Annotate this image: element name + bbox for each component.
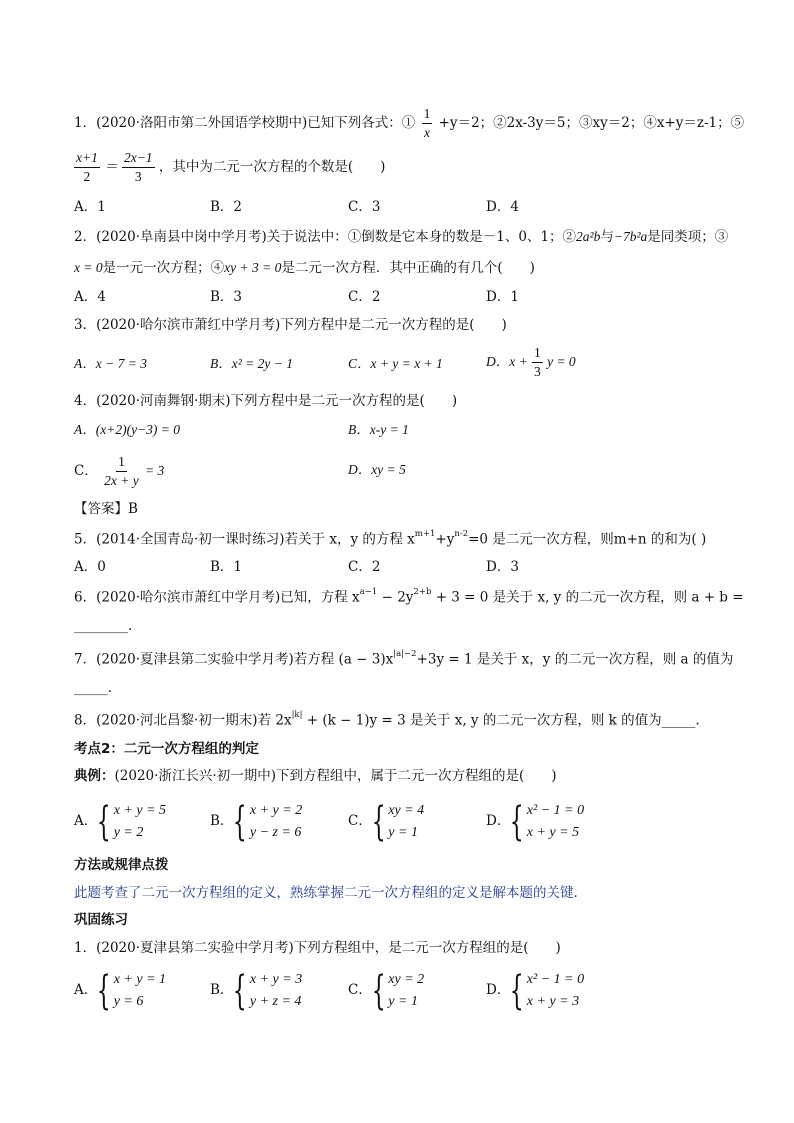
q1-stem-line2: $\frac{x+1}{2}$ ＝ $\frac{2x-1}{3}$ ，其中为二元一次方程的个数是( ) [76,150,386,185]
q1-stem-tail: +y＝2；②2x-3y＝5；③xy＝2；④x+y＝z-1；⑤ [438,115,745,132]
q1-fraction-1: $\frac{1}{x}$ [423,106,431,141]
q8-sup1: |k| [291,710,303,720]
practice-option-c-row2: y = 1 [388,994,418,1009]
q3-option-d-pre: D．x + [486,354,528,370]
q1-fraction-2a: $\frac{x+1}{2}$ [76,150,98,185]
q5-option-c[interactable]: C．2 [348,559,381,575]
q1-option-d[interactable]: D．4 [486,199,519,215]
example-option-c-row1: xy = 4 [388,803,425,818]
practice-option-d[interactable] [486,968,585,1014]
q2-line2-expr1: x = 0 [74,260,103,275]
q7-b: +3y = 1 是关于 x，y 的二元一次方程，则 a 的值为 [416,651,734,668]
q2-line2 [74,261,535,276]
q2-line2-a: 是一元一次方程；④ [102,260,225,276]
q4-answer: 【答案】B [74,501,138,517]
q5-stem-c: =0 是二元一次方程，则m+n 的和为( ) [468,531,707,548]
q2-line2-expr2: xy + 3 = 0 [224,260,282,275]
q7-sup1: |a|−2 [393,649,417,659]
practice-option-a[interactable] [74,968,167,1014]
practice-stem: 1．(2020·夏津县第二实验中学月考)下列方程组中，是二元一次方程组的是( ) [74,940,561,956]
practice-option-c-label: C． [348,982,372,999]
q5-stem [74,529,707,548]
q1-option-b[interactable]: B．2 [210,199,243,215]
practice-option-b-row1: x + y = 3 [249,972,303,987]
q4-option-a[interactable]: A．(x+2)(y−3) = 0 [74,422,181,437]
example-stem: (2020·浙江长兴·初一期中)下到方程组中，属于二元一次方程组的是( ) [114,768,557,784]
example-option-d[interactable] [486,799,585,845]
q2-expr2: −7b²a [613,229,648,244]
example-option-d-row1: x² − 1 = 0 [526,803,585,818]
brace-icon: { [371,799,386,845]
q2-line1-a: 2．(2020·阜南县中岗中学月考)关于说法中：①倒数是它本身的数是－1、0、1；② [74,229,577,245]
q5-option-d[interactable]: D．3 [486,559,519,575]
q4-option-c-fraction: $\frac{1}{2x + y}$ [104,454,139,489]
brace-icon: { [510,968,525,1014]
q1-fraction-2b: $\frac{2x-1}{3}$ [123,150,153,185]
q3-option-d[interactable] [486,346,576,379]
q1-stem-line1 [74,107,744,140]
q8-stem [74,710,700,729]
brace-icon: { [233,968,248,1014]
q5-sup2: n-2 [454,529,469,539]
q4-option-b[interactable]: B．x-y = 1 [348,422,409,437]
q2-line1 [74,230,728,245]
q2-option-c[interactable]: C．2 [348,289,381,305]
practice-option-d-label: D． [486,982,511,999]
q3-stem: 3．(2020·哈尔滨市萧红中学月考)下列方程中是二元一次方程的是( ) [74,317,507,333]
brace-icon: { [510,799,525,845]
q2-line1-b: 与 [600,229,614,245]
example-option-a-label: A． [74,813,98,830]
q1-option-c[interactable]: C．3 [348,199,381,215]
practice-option-b-label: B． [210,982,234,999]
example-option-c[interactable] [348,799,425,845]
q4-option-c-post: = 3 [145,463,165,479]
q6-blank[interactable]: ________. [74,618,133,634]
practice-option-d-row1: x² − 1 = 0 [526,972,585,987]
example-option-c-label: C． [348,813,372,830]
q3-option-c[interactable]: C．x + y = x + 1 [348,356,443,371]
q4-option-c-pre: C． [74,463,98,480]
q8-b: + (k − 1)y = 3 是关于 x, y 的二元一次方程，则 k 的值为_____. [302,712,700,729]
q5-sup1: m+1 [414,529,436,539]
q2-line1-c: 是同类项；③ [647,229,729,245]
practice-option-b[interactable] [210,968,303,1014]
q4-stem: 4．(2020·河南舞钢·期末)下列方程中是二元一次方程的是( ) [74,393,458,409]
brace-icon: { [233,799,248,845]
q5-option-b[interactable]: B．1 [210,559,243,575]
q2-option-b[interactable]: B．3 [210,289,243,305]
q2-option-d[interactable]: D．1 [486,289,519,305]
example-line [74,770,557,784]
q6-sup2: 2+b [413,587,432,597]
practice-option-a-row2: y = 6 [113,994,144,1009]
q3-option-d-post: y = 0 [547,354,576,370]
q6-stem [74,587,744,606]
example-option-b[interactable] [210,799,303,845]
example-option-a[interactable] [74,799,167,845]
method-heading: 方法或规律点拨 [74,857,169,873]
practice-option-c-row1: xy = 2 [388,972,425,987]
example-option-b-row2: y − z = 6 [249,825,302,840]
example-option-b-label: B． [210,813,234,830]
practice-option-c[interactable] [348,968,425,1014]
brace-icon: { [371,968,386,1014]
example-option-d-row2: x + y = 5 [526,825,580,840]
q6-sup1: a−1 [359,587,378,597]
example-option-b-row1: x + y = 2 [249,803,303,818]
example-option-d-label: D． [486,813,511,830]
example-option-c-row2: y = 1 [388,825,418,840]
q7-a: 7．(2020·夏津县第二实验中学月考)若方程 (a − 3)x [74,651,394,668]
q4-option-c[interactable] [74,455,164,488]
practice-option-b-row2: y + z = 4 [249,994,302,1009]
q2-option-a[interactable]: A．4 [74,289,106,305]
q1-option-a[interactable]: A．1 [74,199,106,215]
q4-option-d[interactable]: D．xy = 5 [348,462,406,477]
q1-stem-tail2: ，其中为二元一次方程的个数是( ) [158,159,386,176]
brace-icon: { [96,968,111,1014]
q6-b: − 2y [377,589,414,606]
q5-stem-a: 5．(2014·全国青岛·初一课时练习)若关于 x，y 的方程 x [74,531,415,548]
q5-stem-b: +y [435,531,455,548]
q2-expr1: 2a²b [576,229,601,244]
q3-option-a[interactable]: A．x − 7 = 3 [74,356,147,371]
q1-stem: 1．(2020·洛阳市第二外国语学校期中)已知下列各式：① [74,115,416,132]
q5-option-a[interactable]: A．0 [74,559,106,575]
q2-line2-b: 是二元一次方程．其中正确的有几个( ) [281,260,535,276]
example-label: 典例： [74,768,115,784]
q6-a: 6．(2020·哈尔滨市萧红中学月考)已知，方程 x [74,589,360,606]
example-option-a-row2: y = 2 [113,825,144,840]
practice-option-a-row1: x + y = 1 [113,972,167,987]
brace-icon: { [96,799,111,845]
practice-option-d-row2: x + y = 3 [526,994,580,1009]
q7-blank[interactable]: _____. [74,680,113,696]
method-text: 此题考查了二元一次方程组的定义，熟练掌握二元一次方程组的定义是解本题的关键. [74,885,578,901]
practice-option-a-label: A． [74,982,98,999]
q3-option-b[interactable]: B．x² = 2y − 1 [210,356,293,371]
q6-c: + 3 = 0 是关于 x, y 的二元一次方程，则 a + b = [431,589,744,606]
q3-option-d-fraction: $\frac{1}{3}$ [534,345,541,380]
q8-a: 8．(2020·河北昌黎·初一期末)若 2x [74,712,292,729]
section-heading: 考点2：二元一次方程组的判定 [74,741,259,757]
example-option-a-row1: x + y = 5 [113,803,167,818]
q7-stem [74,649,734,668]
practice-heading: 巩固练习 [74,912,128,928]
